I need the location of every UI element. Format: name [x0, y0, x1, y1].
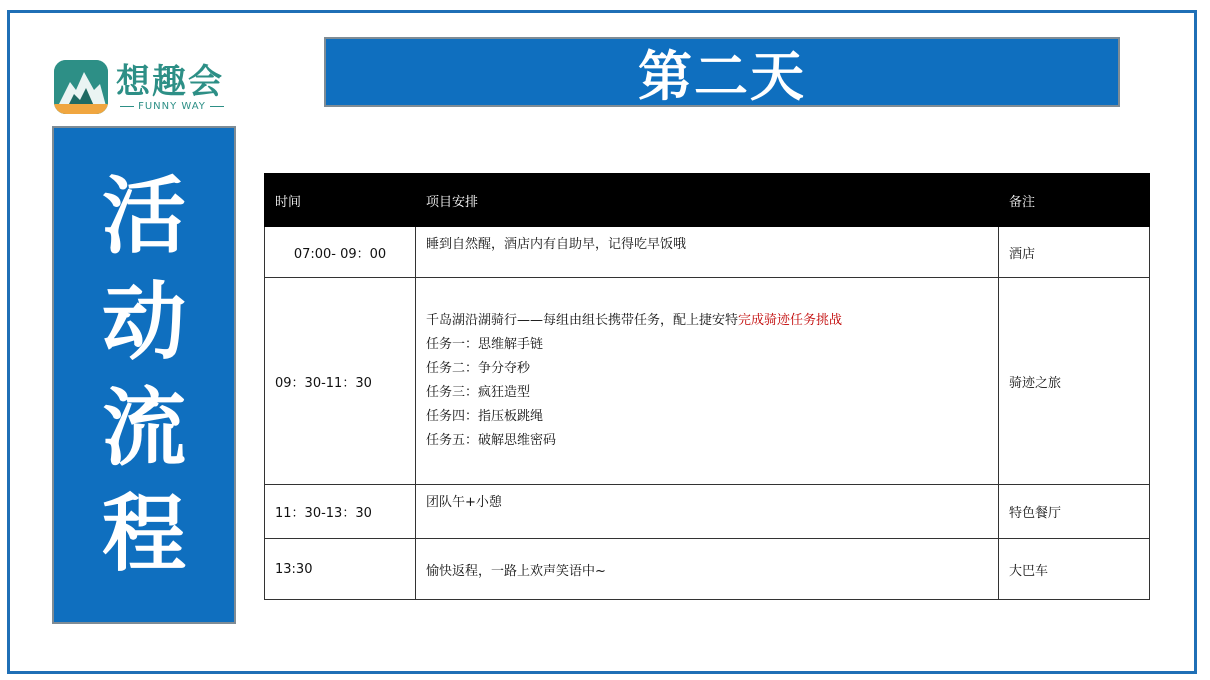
plan-highlight: 完成骑迹任务挑战: [738, 313, 843, 328]
table-row: [265, 485, 1150, 539]
task-item: 任务五：破解思维密码: [426, 433, 557, 448]
plan-cell: 愉快返程，一路上欢声笑语中~: [416, 539, 999, 600]
day-title: 第二天: [638, 44, 806, 108]
time-cell: 07:00- 09：00: [265, 227, 416, 278]
schedule-table: [264, 173, 1150, 600]
note-cell: 酒店: [999, 227, 1150, 278]
task-item: 任务四：指压板跳绳: [426, 409, 544, 424]
task-item: 任务二：争分夺秒: [426, 361, 531, 376]
table-header-row: [265, 174, 1150, 227]
note-cell: 特色餐厅: [999, 485, 1150, 539]
mountain-logo-icon: [54, 60, 108, 114]
note-cell: 骑迹之旅: [999, 278, 1150, 485]
header-plan: 项目安排: [416, 174, 999, 227]
table-row: [265, 227, 1150, 278]
side-title-char: 动: [101, 273, 186, 371]
note-cell: 大巴车: [999, 539, 1150, 600]
logo-subtitle: FUNNY WAY: [116, 100, 228, 114]
table-row: [265, 539, 1150, 600]
time-cell: 13:30: [265, 539, 416, 600]
side-title-panel: [52, 126, 236, 624]
day-banner: [324, 37, 1120, 107]
time-cell: 11：30-13：30: [265, 485, 416, 539]
plan-cell: 睡到自然醒，酒店内有自助早，记得吃早饭哦: [416, 227, 999, 278]
side-title-char: 程: [101, 485, 186, 583]
plan-intro-line: [426, 309, 988, 333]
company-logo: [54, 60, 234, 118]
plan-cell: 团队午+小憩: [416, 485, 999, 539]
side-title-char: 活: [101, 167, 186, 265]
side-title-char: 流: [101, 379, 186, 477]
logo-title: 想趣会: [116, 62, 224, 102]
table-row: [265, 278, 1150, 485]
plan-intro: 千岛湖沿湖骑行——每组由组长携带任务，配上捷安特: [426, 313, 739, 328]
header-note: 备注: [999, 174, 1150, 227]
task-list: [426, 309, 988, 453]
time-cell: 09：30-11：30: [265, 278, 416, 485]
header-time: 时间: [265, 174, 416, 227]
task-item: 任务三：疯狂造型: [426, 385, 531, 400]
plan-cell: [416, 278, 999, 485]
task-item: 任务一：思维解手链: [426, 337, 544, 352]
